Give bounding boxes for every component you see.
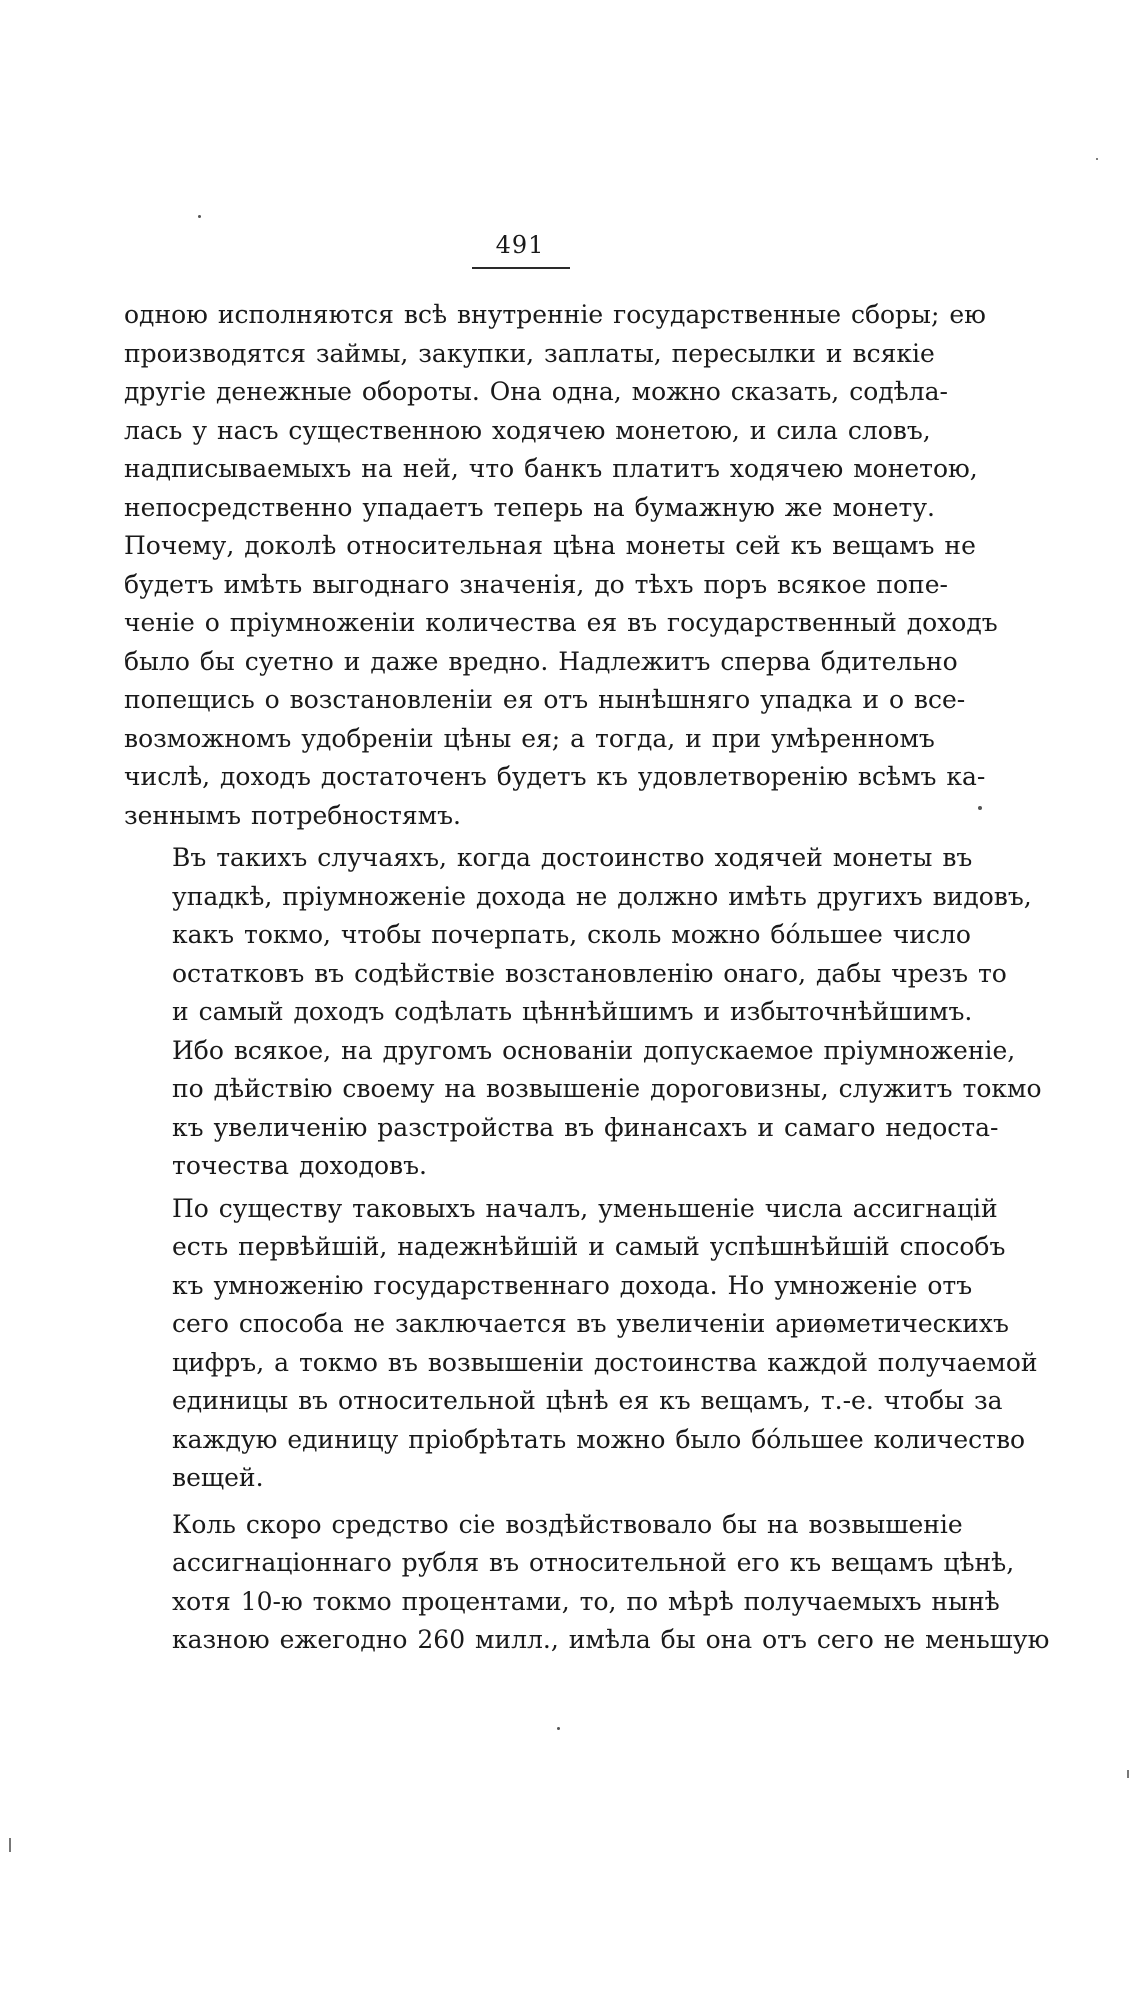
text-line: есть первѣйшiй, надежнѣйшiй и самый успѣшнѣйшiй способъ — [172, 1232, 1006, 1261]
text-line: каждую единицу прiобрѣтать можно было бóльшее количество — [172, 1424, 1026, 1454]
text-line: производятся займы, закупки, заплаты, пересылки и всякiе — [124, 338, 935, 368]
text-line: возможномъ удобренiи цѣны ея; а тогда, и при умѣренномъ — [124, 723, 935, 753]
text-line: Коль скоро средство сiе воздѣйствовало бы на возвышенiе — [172, 1509, 963, 1539]
text-line: числѣ, доходъ достаточенъ будетъ къ удовлетворенiю всѣмъ ка- — [124, 762, 986, 791]
text-line: ченiе о прiумноженiи количества ея въ государственный доходъ — [124, 608, 998, 637]
scan-speck — [557, 1727, 560, 1730]
text-line: другiе денежные обороты. Она одна, можно сказать, содѣла- — [124, 377, 948, 406]
text-line: казною ежегодно 260 милл., имѣла бы она отъ сего не меньшую — [172, 1625, 1050, 1654]
scan-edge-mark — [1127, 1770, 1129, 1778]
text-line: будетъ имѣть выгоднаго значенiя, до тѣхъ поръ всякое попе- — [124, 569, 948, 599]
text-line: точества доходовъ. — [172, 1151, 427, 1180]
text-line: было бы суетно и даже вредно. Надлежитъ сперва бдительно — [124, 646, 958, 676]
text-line: одною исполняются всѣ внутреннiе государственные сборы; ею — [124, 300, 986, 329]
text-line: попещись о возстановленiи ея отъ нынѣшняго упадка и о все- — [124, 685, 966, 714]
text-line: хотя 10-ю токмо процентами, то, по мѣрѣ получаемыхъ нынѣ — [172, 1586, 1000, 1616]
text-line: зеннымъ потребностямъ. — [124, 800, 461, 830]
text-line: упадкѣ, прiумноженiе дохода не должно имѣть другихъ видовъ, — [172, 881, 1032, 911]
scan-speck — [978, 806, 982, 810]
text-line: цифръ, а токмо въ возвышенiи достоинства каждой получаемой — [172, 1347, 1038, 1377]
scan-edge-mark — [9, 1838, 11, 1852]
paragraph-3 — [124, 1190, 1038, 1498]
scan-speck — [1096, 158, 1098, 160]
text-line: вещей. — [172, 1463, 264, 1492]
body-text — [124, 296, 1050, 1660]
text-line: къ увеличенiю разстройства въ финансахъ и самаго недоста- — [172, 1112, 999, 1142]
text-line: по дѣйствiю своему на возвышенiе дороговизны, служитъ токмо — [172, 1074, 1042, 1103]
text-line: остатковъ въ содѣйствiе возстановленiю онаго, дабы чрезъ то — [172, 958, 1007, 988]
text-line: Почему, доколѣ относительная цѣна монеты сей къ вещамъ не — [124, 531, 976, 560]
scan-speck — [198, 215, 201, 218]
page-number-underline — [472, 267, 570, 269]
paragraph-4 — [124, 1506, 1050, 1660]
text-line: сего способа не заключается въ увеличенiи ариѳметическихъ — [172, 1309, 1009, 1338]
text-line: единицы въ относительной цѣнѣ ея къ вещамъ, т.-е. чтобы за — [172, 1386, 1003, 1415]
text-line: и самый доходъ содѣлать цѣннѣйшимъ и избыточнѣйшимъ. — [172, 997, 973, 1026]
text-line: непосредственно упадаетъ теперь на бумажную же монету. — [124, 492, 935, 522]
text-line: лась у насъ существенною ходячею монетою, и сила словъ, — [124, 415, 931, 445]
text-line: къ умноженiю государственнаго дохода. Но умноженiе отъ — [172, 1270, 973, 1300]
text-line: Въ такихъ случаяхъ, когда достоинство ходячей монеты въ — [172, 843, 973, 872]
text-line: Ибо всякое, на другомъ основанiи допускаемое прiумноженiе, — [172, 1035, 1016, 1065]
text-line: какъ токмо, чтобы почерпать, сколь можно бóльшее число — [172, 920, 971, 949]
paragraph-2 — [124, 839, 1042, 1186]
text-line: ассигнацiоннаго рубля въ относительной его къ вещамъ цѣнѣ, — [172, 1548, 1015, 1577]
text-line: надписываемыхъ на ней, что банкъ платитъ ходячею монетою, — [124, 454, 978, 483]
text-line: По существу таковыхъ началъ, уменьшенiе числа ассигнацiй — [172, 1193, 998, 1223]
paragraph-1 — [124, 296, 998, 835]
page-number: 491 — [495, 231, 545, 259]
